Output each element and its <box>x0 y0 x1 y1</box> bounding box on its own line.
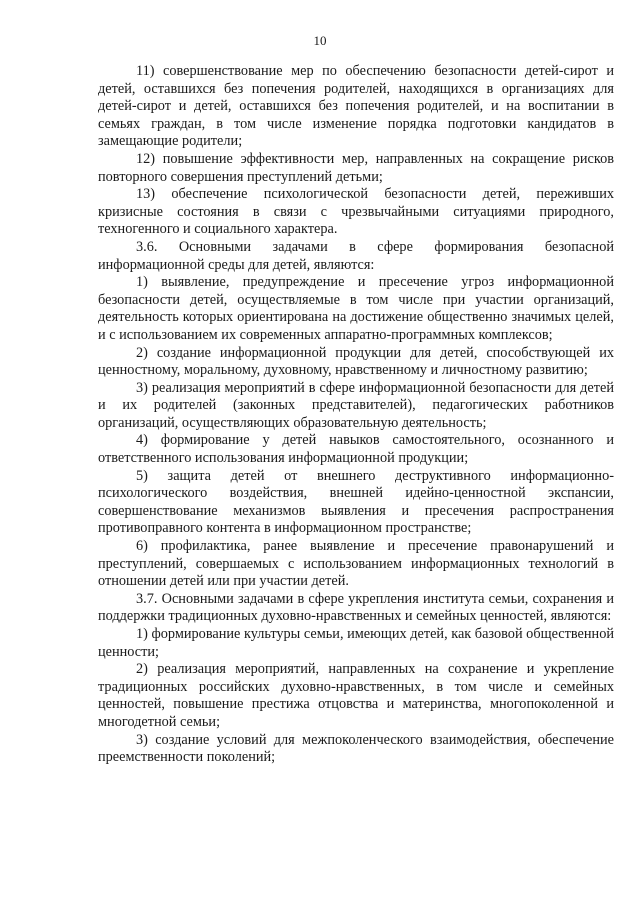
paragraph-item-12-repeat-offense: 12) повышение эффективности мер, направленных на сокращение рисков повторного совершения преступлений детьми; <box>98 150 614 185</box>
section-3-7-heading: 3.7. Основными задачами в сфере укрепления института семьи, сохранения и поддержки традиционных духовно-нравственных и семейных ценностей, являются: <box>98 590 614 625</box>
paragraph-3-6-item-4: 4) формирование у детей навыков самостоятельного, осознанного и ответственного использования информационной продукции; <box>98 432 614 467</box>
paragraph-item-13-psychological-safety: 13) обеспечение психологической безопасности детей, переживших кризисные состояния в связи с чрезвычайными ситуациями природного, техногенного и социального характера. <box>98 186 614 238</box>
page-number: 10 <box>313 33 327 48</box>
paragraph-3-7-item-2: 2) реализация мероприятий, направленных на сохранение и укрепление традиционных российских духовно-нравственных, в том числе и семейных ценностей, повышение престижа отцовства и материнства, многопоколенной и многодетной семьи; <box>98 661 614 730</box>
paragraph-3-7-item-3: 3) создание условий для межпоколенческого взаимодействия, обеспечение преемственности поколений; <box>98 731 614 766</box>
paragraph-3-6-item-5: 5) защита детей от внешнего деструктивного информационно-психологического воздействия, внешней идейно-ценностной экспансии, совершенствование механизмов выявления и пресечения распространения противоправного контента в информационном пространстве; <box>98 467 614 537</box>
paragraph-3-6-item-3: 3) реализация мероприятий в сфере информационной безопасности для детей и их родителей (законных представителей), педагогических работников организаций, осуществляющих образовательную деятельность; <box>98 379 614 431</box>
paragraph-item-11-child-safety: 11) совершенствование мер по обеспечению безопасности детей-сирот и детей, оставшихся без попечения родителей, находящихся в организациях для детей-сирот и детей, оставшихся без попечения родителей, и на воспитании в семьях граждан, в том числе изменение порядка подготовки кандидатов в замещающие родители; <box>98 63 614 150</box>
section-3-6-heading: 3.6. Основными задачами в сфере формирования безопасной информационной среды для детей, являются: <box>98 238 614 273</box>
paragraph-3-6-item-2: 2) создание информационной продукции для детей, способствующей их ценностному, моральному, духовному, нравственному и личностному развитию; <box>98 344 614 379</box>
paragraph-3-7-item-1: 1) формирование культуры семьи, имеющих детей, как базовой общественной ценности; <box>98 626 615 660</box>
paragraph-3-6-item-1: 1) выявление, предупреждение и пресечение угроз информационной безопасности детей, осуществляемые в том числе при участии организаций, деятельность которых ориентирована на достижение общественно значимых целей, и с использованием их современных аппаратно-программных комплексов; <box>98 274 614 343</box>
document-body <box>98 63 614 767</box>
paragraph-3-6-item-6: 6) профилактика, ранее выявление и пресечение правонарушений и преступлений, совершаемых с использованием информационных технологий в отношении детей или при участии детей. <box>98 538 614 590</box>
